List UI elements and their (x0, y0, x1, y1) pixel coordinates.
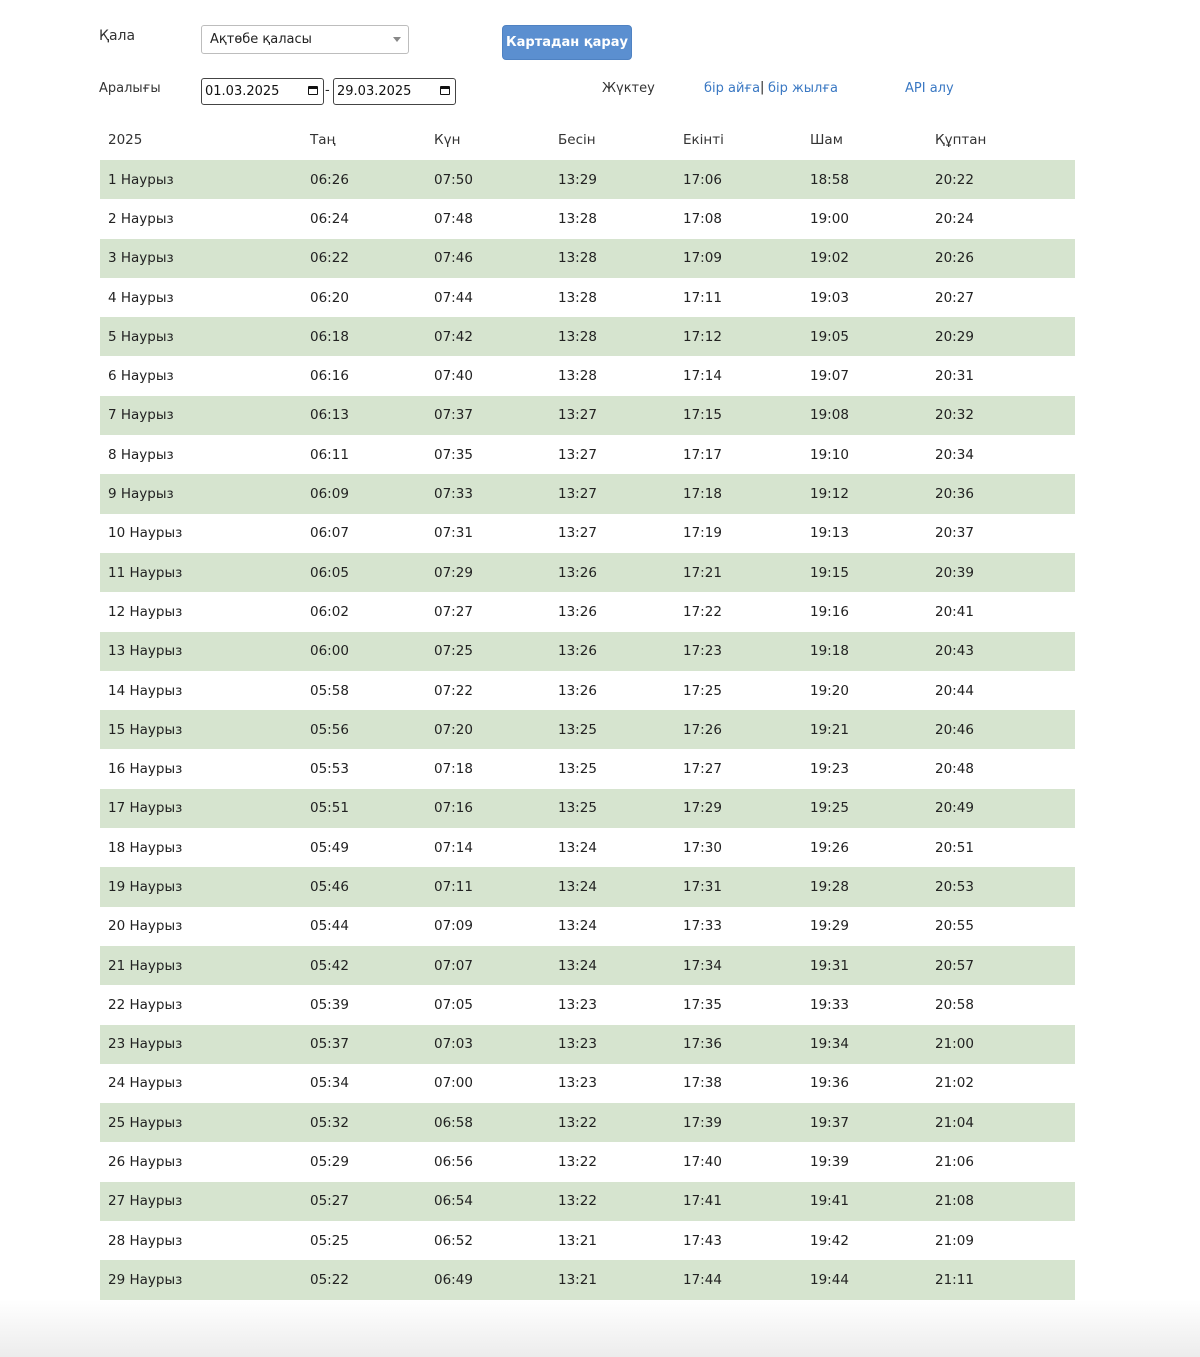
prayer-times-table (100, 120, 1075, 1300)
dhuhr-cell: 13:27 (558, 525, 597, 542)
dhuhr-cell: 13:26 (558, 682, 597, 699)
sunrise-cell: 07:11 (434, 878, 473, 895)
date-cell: 13 Наурыз (108, 643, 183, 660)
asr-cell: 17:30 (683, 839, 722, 856)
fajr-cell: 05:42 (310, 957, 349, 974)
table-body (100, 160, 1075, 1300)
table-row (100, 789, 1075, 828)
fajr-cell: 06:09 (310, 486, 349, 503)
maghrib-header: Шам (810, 132, 843, 148)
asr-cell: 17:06 (683, 171, 722, 188)
maghrib-cell: 19:36 (810, 1075, 849, 1092)
city-label: Қала (99, 28, 136, 44)
table-row (100, 514, 1075, 553)
table-row (100, 553, 1075, 592)
fajr-cell: 05:46 (310, 878, 349, 895)
sunrise-cell: 06:52 (434, 1232, 473, 1249)
fajr-cell: 05:58 (310, 682, 349, 699)
sunrise-cell: 07:25 (434, 643, 473, 660)
table-row (100, 828, 1075, 867)
sunrise-cell: 07:07 (434, 957, 473, 974)
year-header: 2025 (108, 132, 143, 148)
sunrise-cell: 07:09 (434, 918, 473, 935)
sunrise-cell: 06:58 (434, 1114, 473, 1131)
dhuhr-cell: 13:25 (558, 761, 597, 778)
dhuhr-cell: 13:28 (558, 368, 597, 385)
isha-cell: 20:32 (935, 407, 974, 424)
sunrise-cell: 06:54 (434, 1193, 473, 1210)
asr-cell: 17:40 (683, 1154, 722, 1171)
maghrib-cell: 19:34 (810, 1036, 849, 1053)
date-cell: 5 Наурыз (108, 328, 174, 345)
date-range-separator: - (325, 83, 330, 98)
dhuhr-cell: 13:27 (558, 407, 597, 424)
fajr-cell: 06:20 (310, 289, 349, 306)
isha-cell: 20:31 (935, 368, 974, 385)
date-cell: 29 Наурыз (108, 1271, 183, 1288)
date-cell: 12 Наурыз (108, 603, 183, 620)
table-row (100, 239, 1075, 278)
city-select[interactable] (201, 25, 409, 54)
isha-cell: 20:53 (935, 878, 974, 895)
isha-cell: 20:58 (935, 996, 974, 1013)
maghrib-cell: 19:12 (810, 486, 849, 503)
api-link[interactable]: API алу (905, 81, 954, 96)
asr-cell: 17:41 (683, 1193, 722, 1210)
date-cell: 1 Наурыз (108, 171, 174, 188)
table-row (100, 160, 1075, 199)
fajr-cell: 06:22 (310, 250, 349, 267)
isha-cell: 20:36 (935, 486, 974, 503)
maghrib-cell: 19:18 (810, 643, 849, 660)
isha-cell: 20:29 (935, 328, 974, 345)
date-to-input[interactable] (333, 78, 456, 105)
dhuhr-cell: 13:22 (558, 1193, 597, 1210)
isha-cell: 20:46 (935, 721, 974, 738)
fajr-cell: 06:16 (310, 368, 349, 385)
dhuhr-cell: 13:27 (558, 486, 597, 503)
date-from-input[interactable] (201, 78, 324, 105)
sunrise-cell: 07:03 (434, 1036, 473, 1053)
maghrib-cell: 19:15 (810, 564, 849, 581)
isha-cell: 20:57 (935, 957, 974, 974)
asr-cell: 17:33 (683, 918, 722, 935)
table-row (100, 317, 1075, 356)
isha-cell: 21:06 (935, 1154, 974, 1171)
isha-cell: 20:41 (935, 603, 974, 620)
sunrise-cell: 07:18 (434, 761, 473, 778)
fajr-cell: 06:07 (310, 525, 349, 542)
isha-cell: 20:22 (935, 171, 974, 188)
maghrib-cell: 19:00 (810, 210, 849, 227)
table-row (100, 592, 1075, 631)
dhuhr-header: Бесін (558, 132, 596, 148)
fajr-cell: 05:49 (310, 839, 349, 856)
sunrise-cell: 07:48 (434, 210, 473, 227)
fajr-cell: 05:39 (310, 996, 349, 1013)
date-cell: 25 Наурыз (108, 1114, 183, 1131)
asr-cell: 17:36 (683, 1036, 722, 1053)
table-row (100, 435, 1075, 474)
dhuhr-cell: 13:26 (558, 643, 597, 660)
asr-cell: 17:34 (683, 957, 722, 974)
fajr-cell: 05:51 (310, 800, 349, 817)
sunrise-cell: 07:00 (434, 1075, 473, 1092)
table-row (100, 474, 1075, 513)
table-row (100, 1064, 1075, 1103)
isha-cell: 20:26 (935, 250, 974, 267)
maghrib-cell: 19:07 (810, 368, 849, 385)
isha-cell: 20:51 (935, 839, 974, 856)
table-row (100, 867, 1075, 906)
date-cell: 3 Наурыз (108, 250, 174, 267)
fajr-cell: 05:44 (310, 918, 349, 935)
maghrib-cell: 19:31 (810, 957, 849, 974)
dhuhr-cell: 13:22 (558, 1154, 597, 1171)
dhuhr-cell: 13:28 (558, 289, 597, 306)
isha-cell: 21:02 (935, 1075, 974, 1092)
maghrib-cell: 19:16 (810, 603, 849, 620)
asr-cell: 17:35 (683, 996, 722, 1013)
isha-cell: 20:49 (935, 800, 974, 817)
maghrib-cell: 19:08 (810, 407, 849, 424)
table-row (100, 985, 1075, 1024)
sunrise-cell: 07:31 (434, 525, 473, 542)
maghrib-cell: 19:10 (810, 446, 849, 463)
isha-cell: 21:04 (935, 1114, 974, 1131)
dhuhr-cell: 13:21 (558, 1232, 597, 1249)
sunrise-cell: 07:35 (434, 446, 473, 463)
date-cell: 17 Наурыз (108, 800, 183, 817)
view-on-map-button[interactable]: Картадан қарау (502, 25, 632, 60)
dhuhr-cell: 13:26 (558, 564, 597, 581)
isha-cell: 20:48 (935, 761, 974, 778)
date-cell: 8 Наурыз (108, 446, 174, 463)
asr-cell: 17:22 (683, 603, 722, 620)
dhuhr-cell: 13:22 (558, 1114, 597, 1131)
sunrise-cell: 07:44 (434, 289, 473, 306)
asr-cell: 17:12 (683, 328, 722, 345)
asr-cell: 17:08 (683, 210, 722, 227)
table-row (100, 907, 1075, 946)
date-cell: 11 Наурыз (108, 564, 183, 581)
date-cell: 4 Наурыз (108, 289, 174, 306)
date-cell: 26 Наурыз (108, 1154, 183, 1171)
sunrise-cell: 07:20 (434, 721, 473, 738)
date-cell: 9 Наурыз (108, 486, 174, 503)
maghrib-cell: 19:42 (810, 1232, 849, 1249)
table-row (100, 632, 1075, 671)
isha-cell: 20:34 (935, 446, 974, 463)
asr-cell: 17:15 (683, 407, 722, 424)
fajr-cell: 06:02 (310, 603, 349, 620)
date-cell: 16 Наурыз (108, 761, 183, 778)
isha-cell: 20:24 (935, 210, 974, 227)
sunrise-cell: 07:50 (434, 171, 473, 188)
date-cell: 23 Наурыз (108, 1036, 183, 1053)
fajr-cell: 06:26 (310, 171, 349, 188)
maghrib-cell: 19:23 (810, 761, 849, 778)
sunrise-cell: 07:46 (434, 250, 473, 267)
calendar-icon[interactable] (308, 86, 318, 95)
dhuhr-cell: 13:26 (558, 603, 597, 620)
maghrib-cell: 19:02 (810, 250, 849, 267)
date-cell: 18 Наурыз (108, 839, 183, 856)
table-row (100, 356, 1075, 395)
table-row (100, 278, 1075, 317)
dhuhr-cell: 13:23 (558, 1075, 597, 1092)
dhuhr-cell: 13:24 (558, 918, 597, 935)
table-header-row (100, 120, 1075, 160)
fajr-cell: 05:56 (310, 721, 349, 738)
date-cell: 19 Наурыз (108, 878, 183, 895)
sunrise-cell: 07:14 (434, 839, 473, 856)
maghrib-cell: 19:33 (810, 996, 849, 1013)
sunrise-cell: 06:56 (434, 1154, 473, 1171)
date-cell: 28 Наурыз (108, 1232, 183, 1249)
sunrise-cell: 07:16 (434, 800, 473, 817)
asr-cell: 17:44 (683, 1271, 722, 1288)
asr-cell: 17:25 (683, 682, 722, 699)
asr-cell: 17:11 (683, 289, 722, 306)
fajr-cell: 05:37 (310, 1036, 349, 1053)
sunrise-cell: 07:33 (434, 486, 473, 503)
table-row (100, 1260, 1075, 1299)
sunrise-cell: 07:05 (434, 996, 473, 1013)
table-row (100, 946, 1075, 985)
sunrise-cell: 06:49 (434, 1271, 473, 1288)
dhuhr-cell: 13:25 (558, 800, 597, 817)
range-label: Аралығы (99, 81, 161, 96)
isha-cell: 20:37 (935, 525, 974, 542)
dhuhr-cell: 13:25 (558, 721, 597, 738)
dhuhr-cell: 13:29 (558, 171, 597, 188)
maghrib-cell: 19:21 (810, 721, 849, 738)
asr-cell: 17:09 (683, 250, 722, 267)
table-row (100, 710, 1075, 749)
asr-cell: 17:19 (683, 525, 722, 542)
dhuhr-cell: 13:21 (558, 1271, 597, 1288)
isha-cell: 21:09 (935, 1232, 974, 1249)
dhuhr-cell: 13:24 (558, 878, 597, 895)
asr-cell: 17:27 (683, 761, 722, 778)
maghrib-cell: 19:05 (810, 328, 849, 345)
table-row (100, 1142, 1075, 1181)
dhuhr-cell: 13:28 (558, 210, 597, 227)
asr-cell: 17:26 (683, 721, 722, 738)
dhuhr-cell: 13:23 (558, 996, 597, 1013)
isha-cell: 20:39 (935, 564, 974, 581)
asr-cell: 17:43 (683, 1232, 722, 1249)
sunrise-cell: 07:29 (434, 564, 473, 581)
chevron-down-icon (393, 37, 401, 42)
isha-cell: 20:55 (935, 918, 974, 935)
maghrib-cell: 19:03 (810, 289, 849, 306)
maghrib-cell: 19:41 (810, 1193, 849, 1210)
fajr-header: Таң (310, 132, 336, 148)
isha-cell: 20:43 (935, 643, 974, 660)
dhuhr-cell: 13:24 (558, 839, 597, 856)
date-cell: 20 Наурыз (108, 918, 183, 935)
date-from-value: 01.03.2025 (205, 84, 280, 99)
download-label: Жүктеу (602, 81, 655, 96)
table-row (100, 1182, 1075, 1221)
maghrib-cell: 18:58 (810, 171, 849, 188)
dhuhr-cell: 13:23 (558, 1036, 597, 1053)
date-cell: 2 Наурыз (108, 210, 174, 227)
table-row (100, 1025, 1075, 1064)
maghrib-cell: 19:13 (810, 525, 849, 542)
isha-cell: 21:08 (935, 1193, 974, 1210)
asr-header: Екінті (683, 132, 724, 148)
date-cell: 14 Наурыз (108, 682, 183, 699)
table-row (100, 1221, 1075, 1260)
date-cell: 21 Наурыз (108, 957, 183, 974)
isha-cell: 20:44 (935, 682, 974, 699)
date-cell: 6 Наурыз (108, 368, 174, 385)
download-month-link[interactable]: бір айға (704, 81, 761, 96)
date-cell: 24 Наурыз (108, 1075, 183, 1092)
sunrise-header: Күн (434, 132, 461, 148)
fajr-cell: 06:18 (310, 328, 349, 345)
asr-cell: 17:21 (683, 564, 722, 581)
fajr-cell: 05:27 (310, 1193, 349, 1210)
fajr-cell: 05:22 (310, 1271, 349, 1288)
table-row (100, 749, 1075, 788)
download-year-link[interactable]: бір жылға (768, 81, 838, 96)
maghrib-cell: 19:20 (810, 682, 849, 699)
table-row (100, 396, 1075, 435)
maghrib-cell: 19:39 (810, 1154, 849, 1171)
sunrise-cell: 07:22 (434, 682, 473, 699)
sunrise-cell: 07:40 (434, 368, 473, 385)
asr-cell: 17:14 (683, 368, 722, 385)
date-cell: 7 Наурыз (108, 407, 174, 424)
date-to-value: 29.03.2025 (337, 84, 412, 99)
fajr-cell: 05:32 (310, 1114, 349, 1131)
fajr-cell: 06:00 (310, 643, 349, 660)
table-row (100, 671, 1075, 710)
maghrib-cell: 19:25 (810, 800, 849, 817)
fajr-cell: 06:13 (310, 407, 349, 424)
fajr-cell: 06:24 (310, 210, 349, 227)
sunrise-cell: 07:27 (434, 603, 473, 620)
date-cell: 22 Наурыз (108, 996, 183, 1013)
fajr-cell: 05:25 (310, 1232, 349, 1249)
asr-cell: 17:23 (683, 643, 722, 660)
maghrib-cell: 19:37 (810, 1114, 849, 1131)
sunrise-cell: 07:42 (434, 328, 473, 345)
page-footer (0, 1300, 1200, 1357)
fajr-cell: 06:05 (310, 564, 349, 581)
isha-cell: 20:27 (935, 289, 974, 306)
maghrib-cell: 19:28 (810, 878, 849, 895)
date-cell: 27 Наурыз (108, 1193, 183, 1210)
asr-cell: 17:38 (683, 1075, 722, 1092)
fajr-cell: 05:34 (310, 1075, 349, 1092)
fajr-cell: 06:11 (310, 446, 349, 463)
sunrise-cell: 07:37 (434, 407, 473, 424)
dhuhr-cell: 13:28 (558, 328, 597, 345)
dhuhr-cell: 13:28 (558, 250, 597, 267)
isha-cell: 21:11 (935, 1271, 974, 1288)
date-cell: 15 Наурыз (108, 721, 183, 738)
asr-cell: 17:39 (683, 1114, 722, 1131)
maghrib-cell: 19:26 (810, 839, 849, 856)
dhuhr-cell: 13:27 (558, 446, 597, 463)
date-cell: 10 Наурыз (108, 525, 183, 542)
link-separator: | (760, 80, 765, 95)
table-row (100, 1103, 1075, 1142)
isha-cell: 21:00 (935, 1036, 974, 1053)
asr-cell: 17:31 (683, 878, 722, 895)
maghrib-cell: 19:44 (810, 1271, 849, 1288)
isha-header: Құптан (935, 132, 987, 148)
maghrib-cell: 19:29 (810, 918, 849, 935)
table-row (100, 199, 1075, 238)
fajr-cell: 05:29 (310, 1154, 349, 1171)
asr-cell: 17:29 (683, 800, 722, 817)
calendar-icon[interactable] (440, 86, 450, 95)
fajr-cell: 05:53 (310, 761, 349, 778)
asr-cell: 17:17 (683, 446, 722, 463)
dhuhr-cell: 13:24 (558, 957, 597, 974)
asr-cell: 17:18 (683, 486, 722, 503)
city-select-value: Ақтөбе қаласы (210, 32, 312, 47)
